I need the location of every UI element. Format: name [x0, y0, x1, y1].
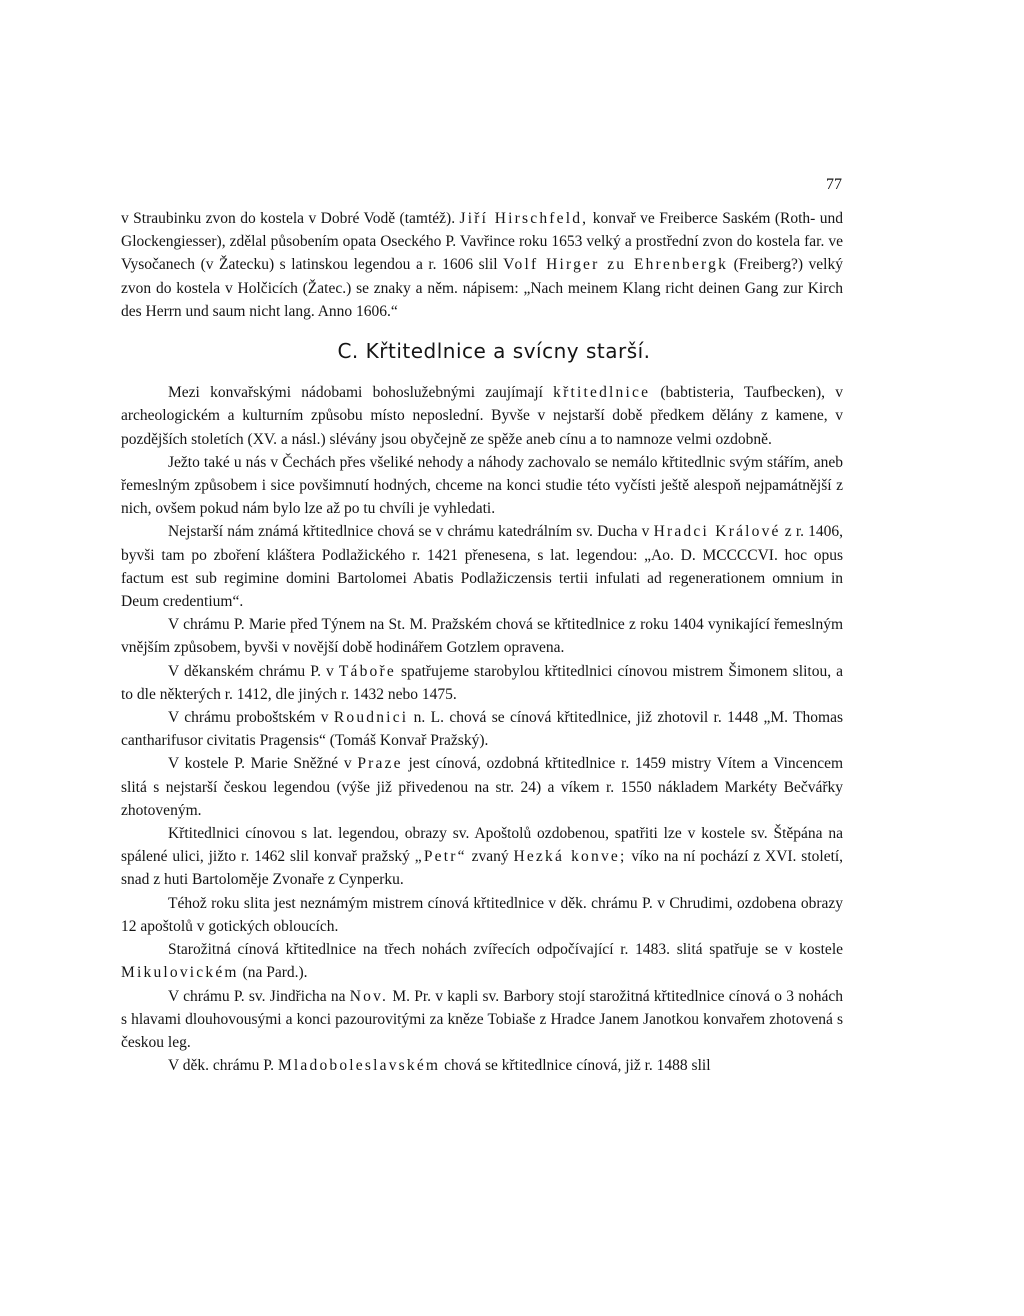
paragraph [121, 706, 843, 752]
emphasized-place: Nov. [349, 987, 389, 1005]
emphasized-place: Hradci Králové [653, 523, 781, 541]
text-run: jest cínová, ozdobná křtitedlnice r. 1459 mistry Vítem a Vincencem slitá s nejstarší českou legendou (výše již přivedenou na str. 24) a víkem r. 1550 nákladem Markéty Bečvářky zhotoveným. [121, 755, 844, 819]
text-run: M. Pr. v kapli sv. Barbory stojí starožitná křtitedlnice cínová o 3 nohách s hlavami dlouhovousými a konci pazourovitými za kněze Tobiaše z Hradce Janem Janotkou konvařem zhotovená s českou leg. [121, 987, 844, 1051]
paragraph [121, 938, 843, 984]
text-run: spatřujeme starobylou křtitedlnici cínovou mistrem Šimonem slitou, a to dle některých r. 1412, dle jiných r. 1432 nebo 1475. [121, 662, 844, 703]
paragraph: Ježto také u nás v Čechách přes všeliké nehody a náhody zachovalo se nemálo křtitedlnic svým stářím, aneb řemeslným způsobem i sice povšimnutí hodných, chceme na konci studie této vyčísti ještě alespoň nejpamátnější z nich, ovšem pokud nám bylo lze až po tu chvíli je vyhledati. [121, 453, 843, 518]
paragraph [121, 985, 843, 1055]
text-run: konvař ve Freiberce Saském (Roth- und Glockengiesser), zdělal působením opata Oseckého P. Vavřince roku 1653 velký a prostřední zvon do kostela far. ve Vysočanech (v Žatecku) s latinskou legendou a r. 1606 slil [121, 210, 843, 274]
text-run: V chrámu P. sv. Jindřicha na [168, 987, 346, 1005]
section-heading: C. Křtitedlnice a svícny starší. [337, 339, 651, 364]
paragraph [121, 381, 843, 451]
emphasized-name: „Petr“ [414, 848, 467, 866]
text-run: (Freiberg?) velký zvon do kostela v Holčicích (Žatec.) se znaky a něm. nápisem: „Nach meinem Klang richt deinen Gang zur Kirch des Herrn und saum nicht lang. Anno 1606.“ [121, 256, 843, 320]
emphasized-place: Táboře [338, 662, 396, 680]
emphasized-place: Roudnici [333, 709, 409, 727]
text-run: n. L. chová se cínová křtitedlnice, již zhotovil r. 1448 „M. Thomas cantharifusor civitatis Pragensis“ (Tomáš Konvař Pražský). [121, 709, 844, 750]
text-run: V chrámu proboštském v [168, 709, 329, 727]
text-run: zvaný [471, 848, 509, 866]
paragraph [121, 520, 843, 613]
paragraph: Téhož roku slita jest neznámým mistrem cínová křtitedlnice v děk. chrámu P. v Chrudimi, ozdobena obrazy 12 apoštolů v gotických obloucích. [121, 894, 843, 935]
text-run: chová se křtitedlnice cínová, již r. 1488 slil [444, 1057, 711, 1075]
page-text [121, 207, 843, 1077]
text-run: Křtitedlnici cínovou s lat. legendou, obrazy sv. Apoštolů ozdobenou, spatřiti lze v kostele sv. Štěpána na spálené ulici, jižto r. 1462 slil konvař pražský [121, 825, 843, 866]
text-run: (na Pard.). [242, 964, 308, 982]
text-run: (babtisteria, Taufbecken), v archeologickém a kulturním způsobu místo neposlední. Byvše v nejstarší době předkem dělány z kamene, v pozdějších stoletích (XV. a násl.) slévány jsou obyčejně ze spěže aneb cínu a to namnoze velmi ozdobně. [121, 384, 844, 448]
text-run: V děkanském chrámu P. v [168, 662, 334, 680]
text-run: Starožitná cínová křtitedlnice na třech nohách zvířecích odpočívající r. 1483. slitá spatřuje se v kostele [168, 941, 843, 959]
intro-paragraph [121, 207, 843, 323]
emphasized-place: Praze [357, 755, 403, 773]
text-run: V děk. chrámu P. [168, 1057, 275, 1075]
emphasized-term: křtitedlnice [553, 384, 651, 402]
paragraph [121, 752, 843, 822]
paragraph [121, 1054, 843, 1077]
text-run: v Straubinku zvon do kostela v Dobré Vodě (tamtéž). [121, 210, 456, 227]
emphasized-place: Mikulovickém [121, 964, 239, 982]
emphasized-name: Volf Hirger zu Ehrenbergk [503, 256, 729, 274]
page-number: 77 [826, 176, 842, 193]
text-run: z r. 1406, byvši tam po zboření kláštera Podlažického r. 1421 přenesena, s lat. legendou: „Ao. D. MCCCCVI. hoc opus factum est sub regimine domini Bartolomei Abatis Podlažiczensis tertii infulati ad regenerationem omnium in Deum credentium“. [121, 523, 844, 611]
paragraph [121, 660, 843, 706]
paragraph: V chrámu P. Marie před Týnem na St. M. Pražském chová se křtitedlnice z roku 1404 vynikající řemeslným vnějším způsobem, byvši v novější době hodinářem Gotzlem opravena. [121, 616, 843, 657]
text-run: V kostele P. Marie Sněžné v [168, 755, 352, 773]
emphasized-name: Hezká konve; [513, 848, 627, 866]
text-run: Mezi konvařskými nádobami bohoslužebnými zaujímají [168, 384, 543, 402]
text-run: Nejstarší nám známá křtitedlnice chová se v chrámu katedrálním sv. Ducha v [168, 523, 650, 541]
emphasized-name: Jiří Hirschfeld, [459, 210, 589, 227]
paragraph [121, 822, 843, 892]
text-run: víko na ní pochází z XVI. století, snad z huti Bartoloměje Zvonaře z Cynperku. [121, 848, 844, 889]
emphasized-place: Mladoboleslavském [277, 1057, 441, 1075]
